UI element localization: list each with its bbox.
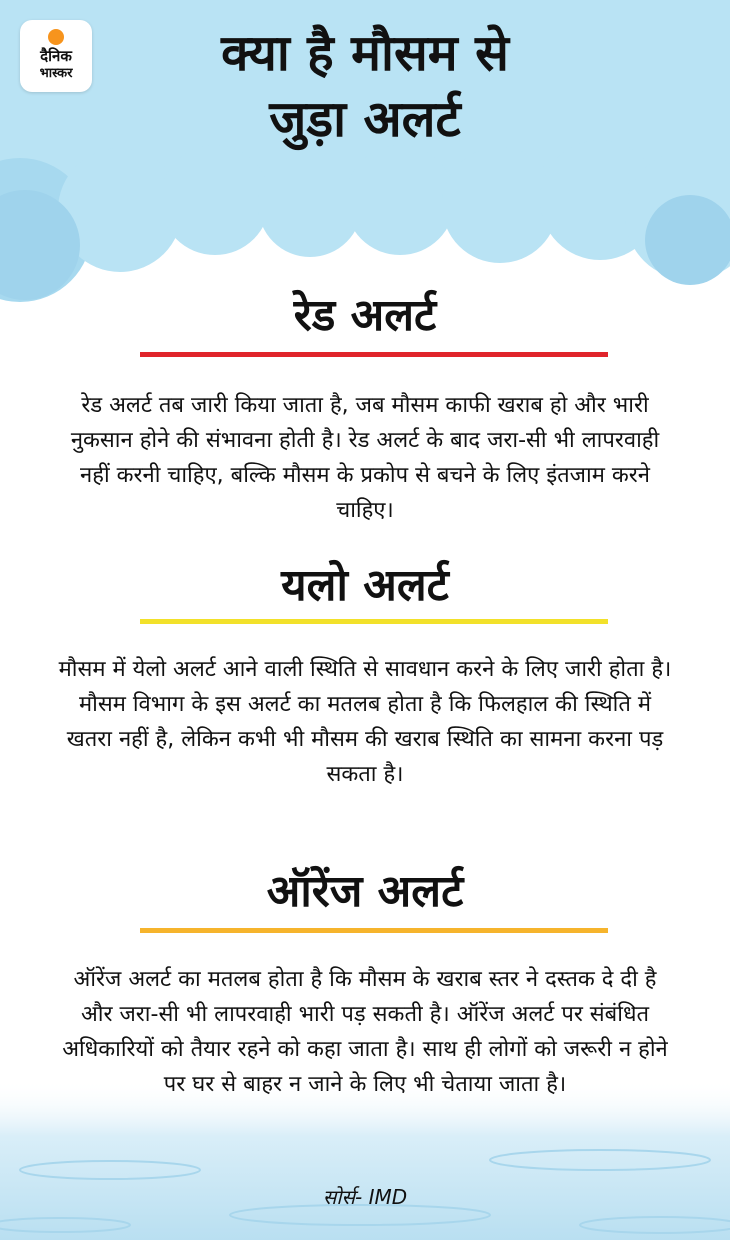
yellow-alert-text: मौसम में येलो अलर्ट आने वाली स्थिति से सावधान करने के लिए जारी होता है। मौसम विभाग के इस अलर्ट का मतलब होता है कि फिलहाल की स्थिति में खतरा नहीं है, लेकिन कभी भी मौसम की खराब स्थिति का सामना करना पड़ सकता है। — [58, 657, 672, 787]
red-alert-text: रेड अलर्ट तब जारी किया जाता है, जब मौसम काफी खराब हो और भारी नुकसान होने की संभावना होती है। रेड अलर्ट के बाद जरा-सी भी लापरवाही नहीं करनी चाहिए, बल्कि मौसम के प्रकोप से बचने के लिए इंतजाम करने चाहिए। — [70, 393, 660, 523]
yellow-alert-underline — [140, 619, 608, 624]
dainik-bhaskar-logo: दैनिक भास्कर — [20, 20, 92, 92]
title-line-1: क्या है मौसम से — [221, 24, 509, 82]
page-title — [110, 20, 620, 152]
red-alert-heading: रेड अलर्ट — [293, 290, 437, 341]
sun-icon — [48, 29, 64, 45]
title-line-2: जुड़ा अलर्ट — [269, 90, 461, 148]
orange-alert-heading: ऑरेंज अलर्ट — [266, 866, 464, 917]
yellow-alert-heading: यलो अलर्ट — [281, 560, 449, 611]
source-credit: सोर्स- IMD — [322, 1185, 408, 1209]
red-alert-underline — [140, 352, 608, 357]
water-shape — [0, 1080, 730, 1240]
orange-alert-underline — [140, 928, 608, 933]
orange-alert-text: ऑरेंज अलर्ट का मतलब होता है कि मौसम के खराब स्तर ने दस्तक दे दी है और जरा-सी भी लापरवाही भारी पड़ सकती है। ऑरेंज अलर्ट पर संबंधित अधिकारियों को तैयार रहने को कहा जाता है। साथ ही लोगों को जरूरी न होने पर घर से बाहर न जाने के लिए भी चेताया जाता है। — [62, 967, 668, 1097]
